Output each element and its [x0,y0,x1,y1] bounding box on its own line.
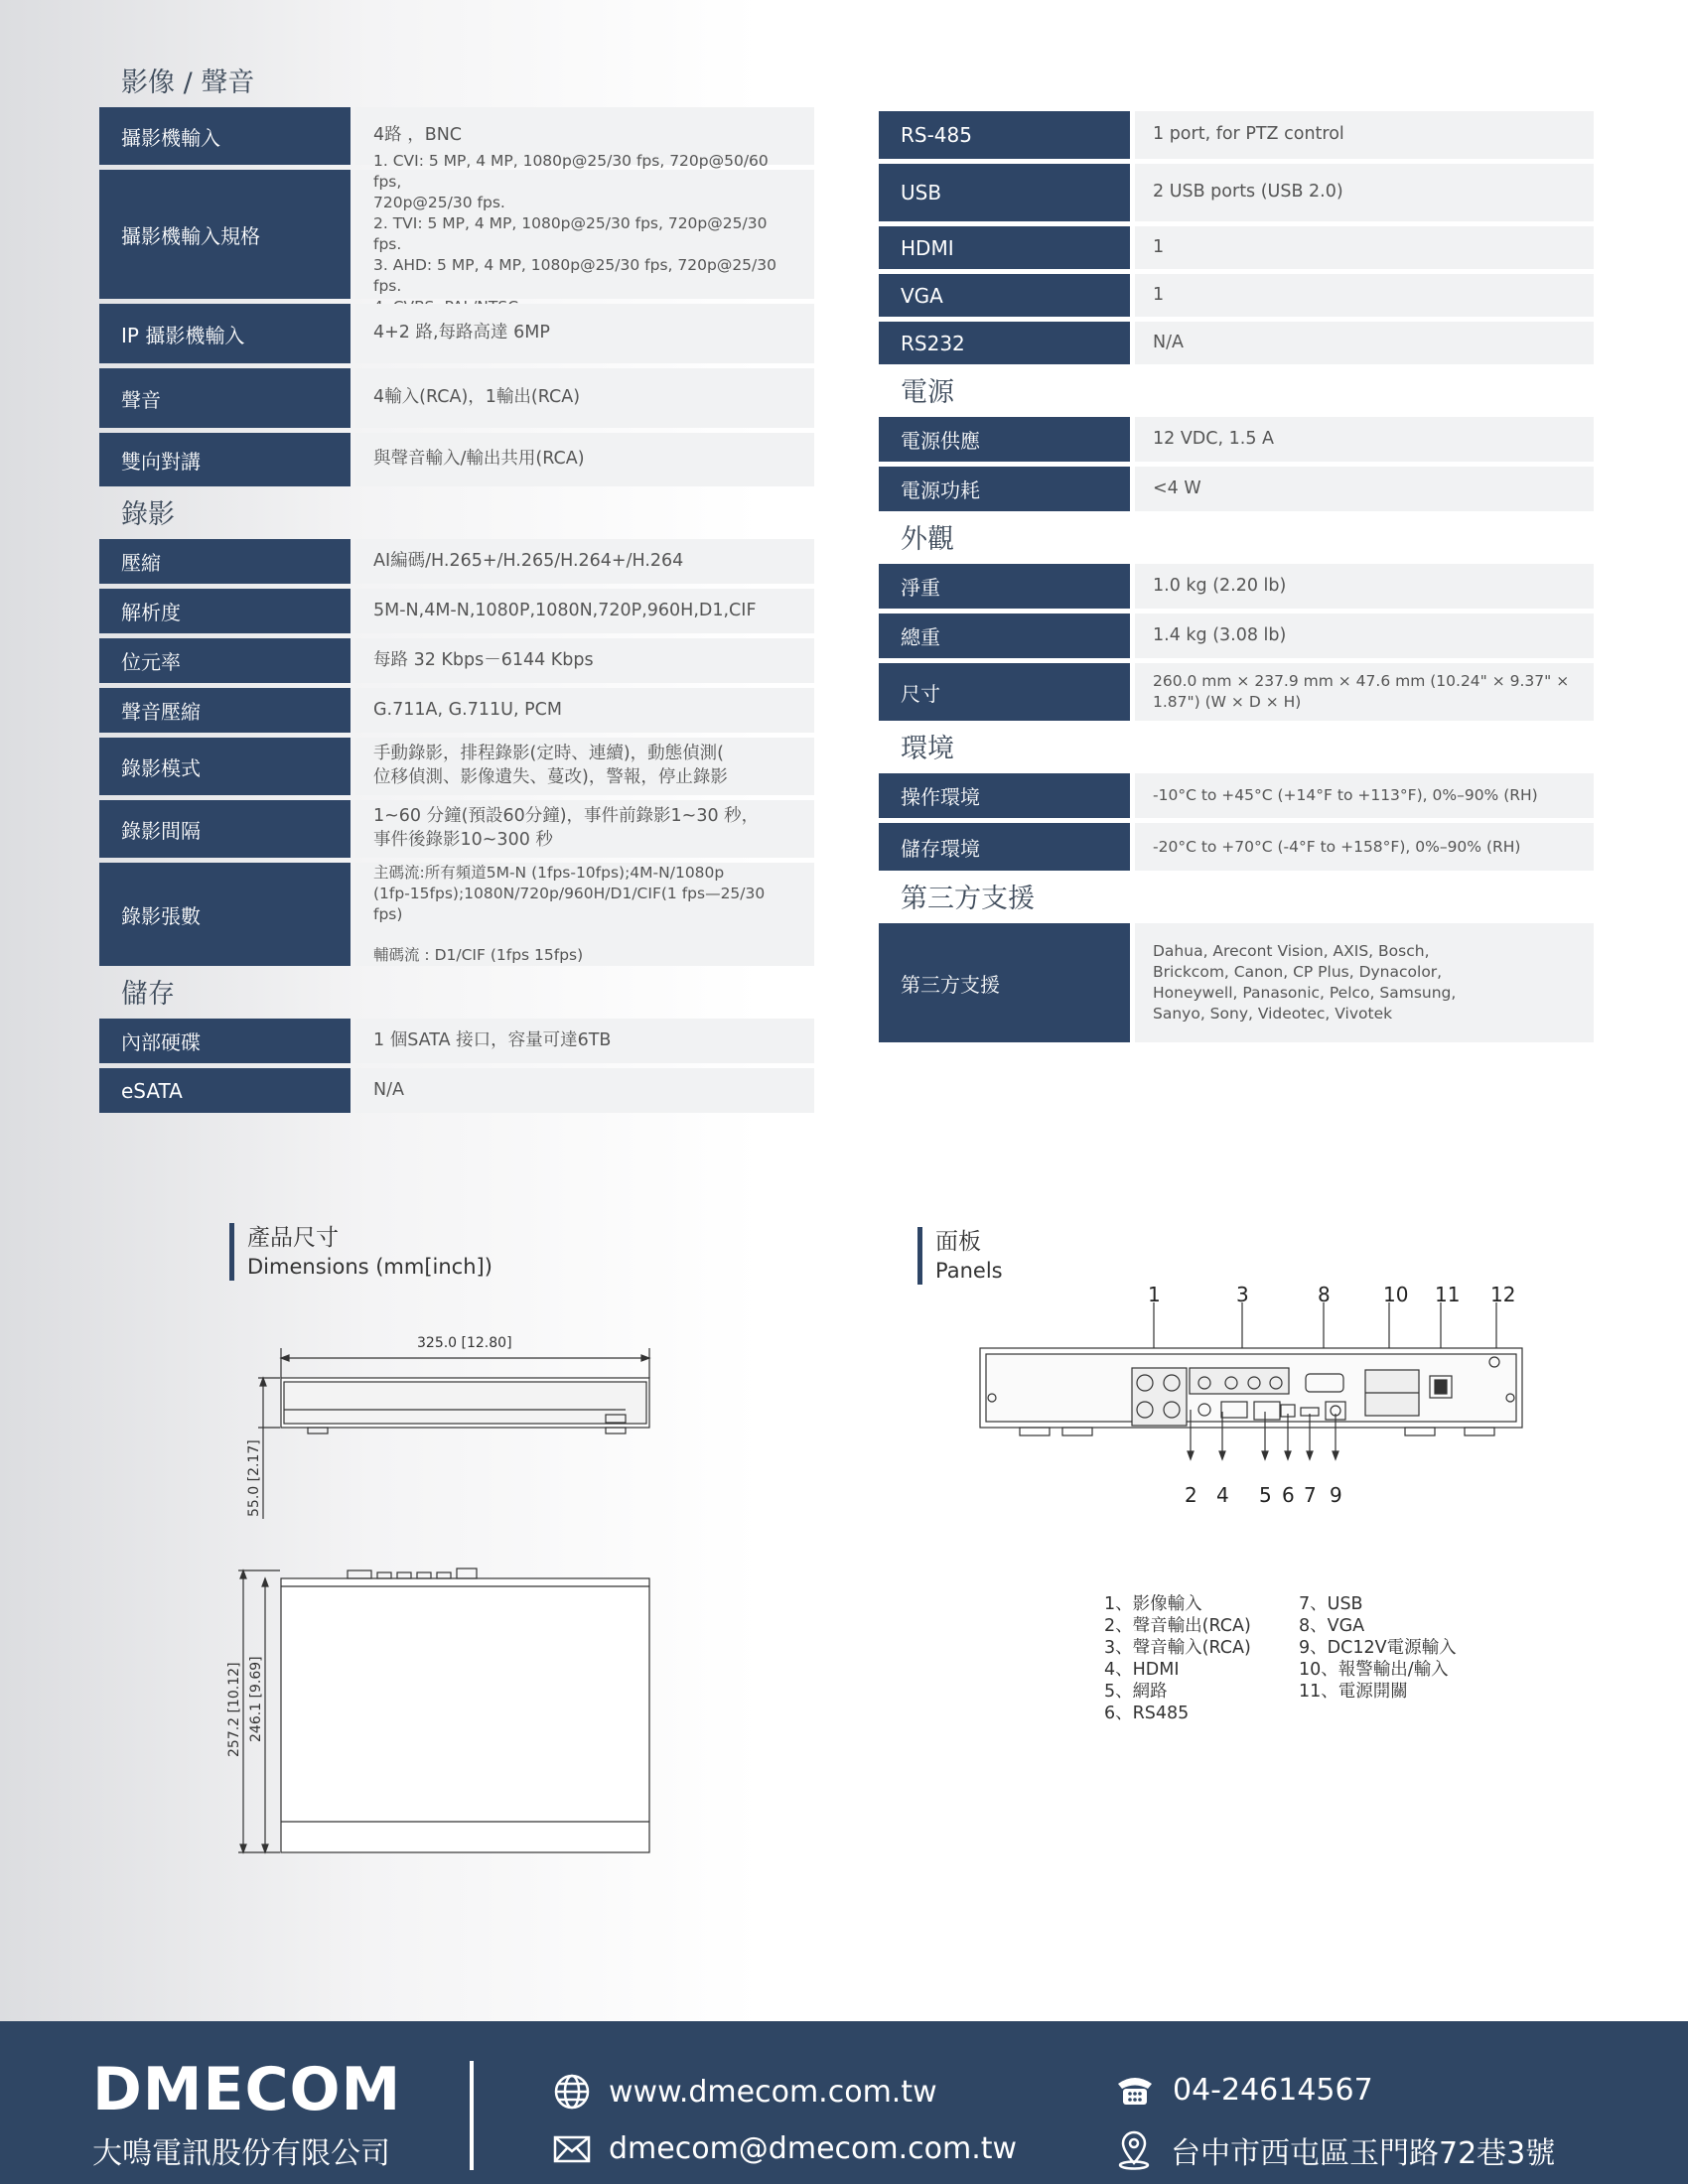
spec-row [99,863,814,966]
spec-value: N/A [1135,322,1594,364]
spec-value: 1 port, for PTZ control [1135,111,1594,159]
spec-row [99,589,814,633]
spec-row [99,638,814,683]
address-text: 台中市西屯區玉門路72巷3號 [1171,2136,1556,2171]
spec-row [879,322,1594,364]
spec-label: 總重 [879,614,1130,658]
spec-label: 錄影張數 [99,863,351,966]
footer-divider [470,2061,474,2170]
spec-value: fps, 720p@25/30 fps. 2. TVI: 5 MP, 4 MP, 1080p@25/30 fps, 720p@25/30 fps. 3. AHD: 5 MP, 4 MP, 1080p@25/30 fps, 720p@25/30 fps. [355,170,814,299]
spec-value: 1.4 kg (3.08 lb) [1135,614,1594,658]
section-title: 錄影 [121,499,175,530]
panel-number: 8 [1318,1283,1331,1306]
footer-email[interactable] [553,2131,1017,2166]
spec-row [99,433,814,486]
spec-label: 操作環境 [879,773,1130,818]
spec-value: 4路 ，BNC [355,107,814,165]
spec-row [99,170,814,299]
spec-label: 聲音壓縮 [99,688,351,733]
spec-label: 淨重 [879,564,1130,609]
spec-row [879,226,1594,269]
footer-website[interactable] [553,2073,937,2111]
panel-number: 11 [1435,1283,1461,1306]
spec-label: 位元率 [99,638,351,683]
spec-label: 內部硬碟 [99,1019,351,1063]
spec-row [99,1068,814,1113]
spec-value: 手動錄影，排程錄影(定時、連續)，動態偵測( 位移偵測、影像遺失、蔓改)，警報，停止錄影 [355,738,814,795]
spec-value: AI編碼/H.265+/H.265/H.264+/H.264 [355,539,814,584]
dimensions-drawing [218,1320,675,1876]
spec-label: RS-485 [879,111,1130,159]
dimension-width-label: 325.0 [12.80] [417,1335,512,1351]
spec-label: 錄影間隔 [99,800,351,858]
section-title: 第三方支援 [901,884,1035,914]
spec-label: HDMI [879,226,1130,269]
spec-value: N/A [355,1068,814,1113]
spec-row [879,663,1594,721]
spec-value: -10°C to +45°C (+14°F to +113°F), 0%–90% (RH) [1135,773,1594,818]
spec-row [99,688,814,733]
dimension-depth2-label: 246.1 [9.69] [248,1656,264,1742]
spec-value: 4輸入(RCA)，1輸出(RCA) [355,368,814,428]
left-spec-column [99,60,814,1118]
spec-label: 電源供應 [879,417,1130,462]
panels-title-en: Panels [935,1259,1003,1283]
spec-value: 12 VDC, 1.5 A [1135,417,1594,462]
spec-value: 1 [1135,226,1594,269]
phone-text: 04-24614567 [1173,2073,1373,2108]
spec-value: 1.0 kg (2.20 lb) [1135,564,1594,609]
dimensions-title-zh: 產品尺寸 [247,1225,339,1251]
panel-number: 6 [1282,1483,1295,1507]
spec-value: 每路 32 Kbps－6144 Kbps [355,638,814,683]
spec-value: 260.0 mm × 237.9 mm × 47.6 mm (10.24" × 9.37" × 1.87") (W × D × H) [1135,663,1594,721]
panels-heading [917,1227,1003,1285]
panel-number: 5 [1259,1483,1272,1507]
mail-icon [553,2134,591,2164]
panel-number: 1 [1148,1283,1161,1306]
spec-value: 4+2 路,每路高達 6MP [355,304,814,363]
spec-label: 聲音 [99,368,351,428]
spec-row [99,539,814,584]
panel-number: 3 [1236,1283,1249,1306]
panels-title-zh: 面板 [935,1229,981,1255]
spec-row [879,274,1594,317]
right-spec-column [879,111,1594,1047]
section-title: 外觀 [901,524,954,555]
section-title: 影像 / 聲音 [121,68,255,98]
spec-label: 壓縮 [99,539,351,584]
spec-label: 第三方支援 [879,923,1130,1042]
footer [0,2021,1688,2184]
spec-label: RS232 [879,322,1130,364]
footer-address [1115,2128,1555,2172]
spec-row [99,738,814,795]
spec-value: <4 W [1135,467,1594,511]
spec-value: 5M-N,4M-N,1080P,1080N,720P,960H,D1,CIF [355,589,814,633]
panel-number: 10 [1383,1283,1409,1306]
company-name: 大鳴電訊股份有限公司 [92,2136,390,2171]
spec-label: eSATA [99,1068,351,1113]
spec-value: 1 個SATA 接口，容量可達6TB [355,1019,814,1063]
spec-row [879,564,1594,609]
spec-value: 與聲音輸入/輸出共用(RCA) [355,433,814,486]
spec-row [99,368,814,428]
spec-row [879,111,1594,159]
spec-row [99,800,814,858]
spec-value: G.711A, G.711U, PCM [355,688,814,733]
spec-row [879,823,1594,871]
dimensions-title-en: Dimensions (mm[inch]) [247,1255,492,1279]
dimension-depth-label: 257.2 [10.12] [226,1662,242,1757]
spec-row [879,164,1594,221]
spec-label: VGA [879,274,1130,317]
spec-label: 錄影模式 [99,738,351,795]
spec-row [879,467,1594,511]
location-pin-icon [1115,2130,1153,2170]
panel-number: 2 [1185,1483,1197,1507]
spec-label: 電源功耗 [879,467,1130,511]
spec-row [879,614,1594,658]
phone-icon [1115,2074,1155,2108]
company-logo: DMECOM [92,2055,402,2124]
spec-value: Dahua, Arecont Vision, AXIS, Bosch, Brickcom, Canon, CP Plus, Dynacolor, Honeywell, Panasonic, Pelco, Samsung, Sanyo, Sony, Videotec, Vivotek [1135,923,1594,1042]
spec-label: USB [879,164,1130,221]
section-title: 環境 [901,734,954,764]
panel-legend-left: 1、影像輸入 2、聲音輸出(RCA) 3、聲音輸入(RCA) 4、HDMI 5、網路 6、RS485 [1104,1594,1251,1723]
spec-row [99,1019,814,1063]
panel-legend-right: 7、USB 8、VGA 9、DC12V電源輸入 10、報警輸出/輸入 11、電源開關 [1299,1594,1457,1702]
spec-label: 攝影機輸入規格 [99,170,351,299]
spec-value: -20°C to +70°C (-4°F to +158°F), 0%–90% (RH) [1135,823,1594,871]
section-title: 儲存 [121,979,175,1010]
spec-label: IP 攝影機輸入 [99,304,351,363]
spec-label: 解析度 [99,589,351,633]
spec-label: 雙向對講 [99,433,351,486]
spec-value: 1~60 分鐘(預設60分鐘)，事件前錄影1~30 秒， 事件後錄影10~300 秒 [355,800,814,858]
globe-icon [553,2073,591,2111]
dimensions-heading [229,1223,492,1281]
rear-panel-drawing [978,1291,1524,1489]
dimension-height-label: 55.0 [2.17] [246,1439,262,1517]
panel-number: 4 [1216,1483,1229,1507]
email-text: dmecom@dmecom.com.tw [609,2131,1018,2166]
section-title: 電源 [901,377,954,408]
footer-phone[interactable] [1115,2073,1373,2108]
website-text: www.dmecom.com.tw [609,2074,937,2110]
spec-label: 攝影機輸入 [99,107,351,165]
panel-number: 9 [1330,1483,1342,1507]
panel-number: 12 [1490,1283,1516,1306]
spec-row [879,773,1594,818]
spec-label: 儲存環境 [879,823,1130,871]
spec-row [879,417,1594,462]
panel-number: 7 [1304,1483,1317,1507]
spec-label: 尺寸 [879,663,1130,721]
spec-row [879,923,1594,1042]
spec-value: 1 [1135,274,1594,317]
spec-value: 主碼流:所有頻道5M-N (1fps-10fps);4M-N/1080p (1fp-15fps);1080N/720p/960H/D1/CIF(1 fps—25/30 fps) 輔碼流 : D1/CIF (1fps 15fps) [355,863,814,966]
spec-row [99,304,814,363]
spec-value: 2 USB ports (USB 2.0) [1135,164,1594,221]
